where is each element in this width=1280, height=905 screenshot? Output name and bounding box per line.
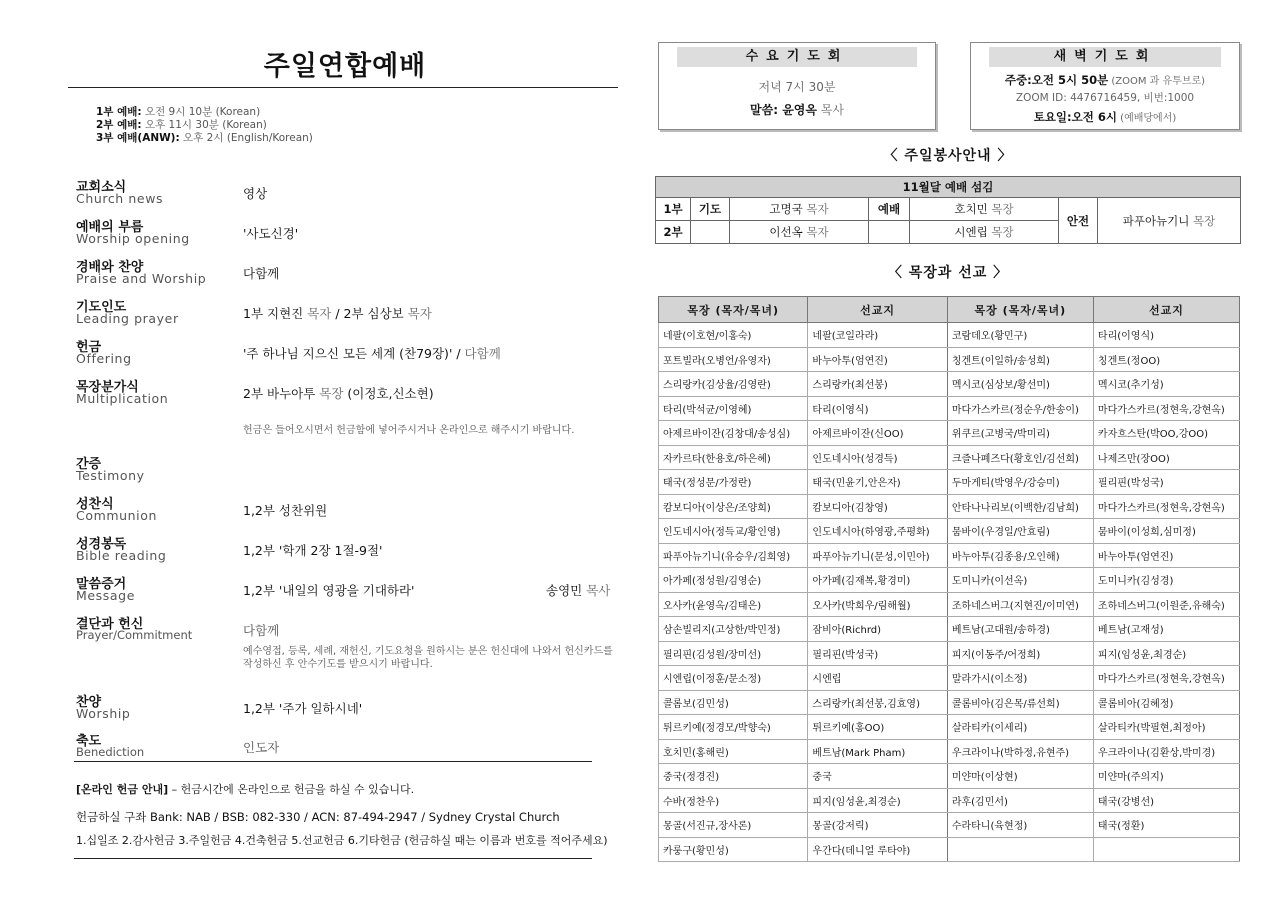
dawn-saturday: 토요일:오전 6시 (예배당에서) (1033, 110, 1177, 124)
table-row (659, 666, 1240, 691)
offering-note: 헌금은 들어오시면서 헌금함에 넣어주시거나 온라인으로 해주시기 바랍니다. (243, 425, 575, 436)
duty-row: 2부 이선옥 목자 시엔립 목장 (656, 221, 1241, 244)
service-3: 3부 예배(ANW): 오후 2시 (English/Korean) (96, 132, 313, 144)
cell-mission: 필리핀(박성국) (808, 641, 947, 666)
mission-table (658, 296, 1240, 862)
cell-mission: 태국(강병선) (1093, 788, 1239, 813)
cell-group: 도미니카(이선옥) (947, 568, 1093, 593)
table-row (659, 764, 1240, 789)
cell-group: 두마게티(박영우/강승미) (947, 470, 1093, 495)
table-row (659, 396, 1240, 421)
cell-group: 멕시코(심상보/황선미) (947, 372, 1093, 397)
page-title: 주일연합예배 (263, 51, 427, 82)
cell-mission: 카자흐스탄(박OO,강OO) (1093, 421, 1239, 446)
cell-group: 라후(김민서) (947, 788, 1093, 813)
cell-mission: 타리(이영식) (808, 396, 947, 421)
offering-divider-bottom (74, 858, 592, 859)
cell-mission: 베트남(고재성) (1093, 617, 1239, 642)
cell-group: 칭겐트(이일하/송성희) (947, 347, 1093, 372)
cell-mission: 콜롬비아(김혜정) (1093, 690, 1239, 715)
cell-mission: 시엔립 (808, 666, 947, 691)
duty-row: 1부 기도 고명국 목자 예배 호치민 목장 안전 파푸아뉴기니 목장 (656, 198, 1241, 221)
cell-group: 말라가시(이소정) (947, 666, 1093, 691)
cell-mission: 바누아투(엄연진) (808, 347, 947, 372)
cell-group: 오사카(윤영옥/김태은) (659, 592, 808, 617)
mission-header: 목장 (목자/목녀) (947, 297, 1093, 323)
cell-group: 인도네시아(정득교/황인영) (659, 519, 808, 544)
mission-header: 선교지 (1093, 297, 1239, 323)
cell-mission: 바누아투(엄연진) (1093, 543, 1239, 568)
cell-mission: 튀르키예(홍OO) (808, 715, 947, 740)
cell-mission: 필리핀(박성국) (1093, 470, 1239, 495)
cell-group: 안타나나리보(이백한/김남희) (947, 494, 1093, 519)
duty-table (655, 176, 1241, 244)
table-row (659, 421, 1240, 446)
cell-group: 캄보디아(이상은/조양희) (659, 494, 808, 519)
table-row (659, 347, 1240, 372)
table-row (659, 323, 1240, 348)
cell-mission: 오사카(박희우/림해월) (808, 592, 947, 617)
table-row (659, 445, 1240, 470)
cell-group: 삼손빌리지(고상한/박민정) (659, 617, 808, 642)
table-row (659, 617, 1240, 642)
cell-mission: 잠비아(Richrd) (808, 617, 947, 642)
cell-group: 중국(정경진) (659, 764, 808, 789)
dawn-weekday: 주중:오전 5시 50분 (ZOOM 과 유투브로) (1004, 73, 1206, 87)
cell-mission: 미얀마(주의지) (1093, 764, 1239, 789)
table-row (659, 543, 1240, 568)
cell-group: 우크라이나(박하정,유현주) (947, 739, 1093, 764)
cell-group: 스리랑카(김상율/김영란) (659, 372, 808, 397)
cell-mission: 피지(임성윤,최경순) (1093, 641, 1239, 666)
cell-mission: 파푸아뉴기니(문성,이민아) (808, 543, 947, 568)
cell-mission: 조하네스버그(이원준,유해숙) (1093, 592, 1239, 617)
cell-group: 자카르타(한용호/하은혜) (659, 445, 808, 470)
cell-mission: 도미니카(김성경) (1093, 568, 1239, 593)
cell-group: 살라티카(이세리) (947, 715, 1093, 740)
cell-mission: 베트남(Mark Pham) (808, 739, 947, 764)
offering-types: 1.십일조 2.감사헌금 3.주일헌금 4.건축헌금 5.선교헌금 6.기타헌금 (헌금하실 때는 이름과 번호를 적어주세요) (76, 834, 608, 847)
table-row (659, 813, 1240, 838)
table-row (659, 690, 1240, 715)
cell-group: 포트빌라(오병언/유영자) (659, 347, 808, 372)
cell-mission: 뭄바이(이성희,심미정) (1093, 519, 1239, 544)
cell-group: 뭄바이(우경일/안효림) (947, 519, 1093, 544)
cell-mission: 인도네시아(성경득) (808, 445, 947, 470)
cell-mission: 마다가스카르(정현욱,강현옥) (1093, 666, 1239, 691)
wednesday-sermon: 말씀: 윤영옥 목사 (750, 103, 844, 117)
cell-mission: 스리랑카(최선봉,김효영) (808, 690, 947, 715)
cell-group: 콜롬비아(김은목/류선희) (947, 690, 1093, 715)
wednesday-prayer-box (658, 42, 936, 130)
dawn-prayer-box (970, 42, 1240, 130)
cell-group: 시엔립(이정훈/문소정) (659, 666, 808, 691)
cell-group: 콜롬보(김민성) (659, 690, 808, 715)
cell-mission: 몽골(강저릭) (808, 813, 947, 838)
table-row (659, 568, 1240, 593)
cell-mission: 스리랑카(최선봉) (808, 372, 947, 397)
cell-mission: 나제즈만(장OO) (1093, 445, 1239, 470)
cell-mission: 아가페(김재복,황경미) (808, 568, 947, 593)
cell-mission: 피지(임성윤,최경순) (808, 788, 947, 813)
online-offering-heading: [온라인 헌금 안내] – 헌금시간에 온라인으로 헌금을 하실 수 있습니다. (76, 783, 415, 796)
cell-group: 피지(이동주/어정희) (947, 641, 1093, 666)
cell-group: 튀르키예(정경모/박향숙) (659, 715, 808, 740)
cell-mission: 아제르바이잔(신OO) (808, 421, 947, 446)
cell-mission: 캄보디아(김창영) (808, 494, 947, 519)
dawn-title: 새벽기도회 (989, 47, 1221, 67)
cell-group: 마다가스카르(정순우/한송이) (947, 396, 1093, 421)
service-2: 2부 예배: 오후 11시 30분 (Korean) (96, 119, 267, 131)
cell-group: 파푸아뉴기니(유승우/김희영) (659, 543, 808, 568)
cell-group: 네팔(이호현/이홍숙) (659, 323, 808, 348)
mission-heading: 〈 목장과 선교 〉 (887, 265, 1009, 281)
dawn-zoom: ZOOM ID: 4476716459, 비번:1000 (1015, 92, 1195, 104)
table-row (659, 592, 1240, 617)
cell-mission: 타리(이영식) (1093, 323, 1239, 348)
cell-group: 호치민(홍해린) (659, 739, 808, 764)
cell-group: 아제르바이잔(김창대/송성심) (659, 421, 808, 446)
mission-header: 목장 (목자/목녀) (659, 297, 808, 323)
duty-heading: 〈 주일봉사안내 〉 (883, 148, 1013, 164)
table-row (659, 788, 1240, 813)
table-row (659, 837, 1240, 862)
mission-body (659, 323, 1240, 862)
cell-group: 아가페(정성원/김영순) (659, 568, 808, 593)
cell-mission: 중국 (808, 764, 947, 789)
cell-group: 필리핀(김성원/장미선) (659, 641, 808, 666)
cell-mission: 우간다(데니얼 루타야) (808, 837, 947, 862)
cell-mission: 살라티카(박필현,최정아) (1093, 715, 1239, 740)
cell-group: 조하네스버그(지현진/이미연) (947, 592, 1093, 617)
cell-group: 몽골(서진규,장사론) (659, 813, 808, 838)
table-row (659, 739, 1240, 764)
title-divider (68, 87, 618, 88)
wednesday-title: 수요기도회 (677, 47, 917, 67)
table-row (659, 641, 1240, 666)
table-row (659, 494, 1240, 519)
table-row (659, 470, 1240, 495)
cell-group: 위쿠르(고병국/박미리) (947, 421, 1093, 446)
cell-mission: 칭겐트(정OO) (1093, 347, 1239, 372)
duty-header: 11월달 예배 섬김 (656, 177, 1241, 198)
cell-mission: 마다가스카르(정현욱,강현옥) (1093, 396, 1239, 421)
cell-group: 타리(박석균/이영혜) (659, 396, 808, 421)
cell-group: 바누아투(김종용/오인해) (947, 543, 1093, 568)
mission-header: 선교지 (808, 297, 947, 323)
cell-mission (1093, 837, 1239, 862)
cell-group: 미얀마(이상현) (947, 764, 1093, 789)
cell-mission: 인도네시아(하영광,주평화) (808, 519, 947, 544)
wednesday-time: 저녁 7시 30분 (758, 80, 836, 94)
table-row (659, 715, 1240, 740)
cell-mission: 멕시코(추기성) (1093, 372, 1239, 397)
cell-group: 수라타니(육현정) (947, 813, 1093, 838)
table-row (659, 519, 1240, 544)
cell-group: 카룽구(황민성) (659, 837, 808, 862)
cell-group: 코람데오(황민구) (947, 323, 1093, 348)
cell-group: 베트남(고대원/송하경) (947, 617, 1093, 642)
service-times (96, 106, 313, 145)
cell-group: 태국(정성문/가정란) (659, 470, 808, 495)
offering-divider-top (74, 761, 592, 762)
cell-group: 수바(정찬우) (659, 788, 808, 813)
commitment-note: 예수영접, 등록, 세례, 재헌신, 기도요청을 원하시는 분은 헌신대에 나와서 헌신카드를 작성하신 후 안수기도를 받으시기 바랍니다. (243, 646, 613, 670)
cell-mission: 태국(정환) (1093, 813, 1239, 838)
cell-group (947, 837, 1093, 862)
cell-group: 크즐나폐즈다(황호인/김선희) (947, 445, 1093, 470)
cell-mission: 마다가스카르(정현욱,강현옥) (1093, 494, 1239, 519)
cell-mission: 태국(민윤기,안은자) (808, 470, 947, 495)
cell-mission: 네팔(코일라라) (808, 323, 947, 348)
offering-account: 헌금하실 구좌 Bank: NAB / BSB: 082-330 / ACN: 87-494-2947 / Sydney Crystal Church (76, 810, 560, 824)
table-row (659, 372, 1240, 397)
cell-mission: 우크라이나(김환상,박미경) (1093, 739, 1239, 764)
service-1: 1부 예배: 오전 9시 10분 (Korean) (96, 106, 261, 118)
